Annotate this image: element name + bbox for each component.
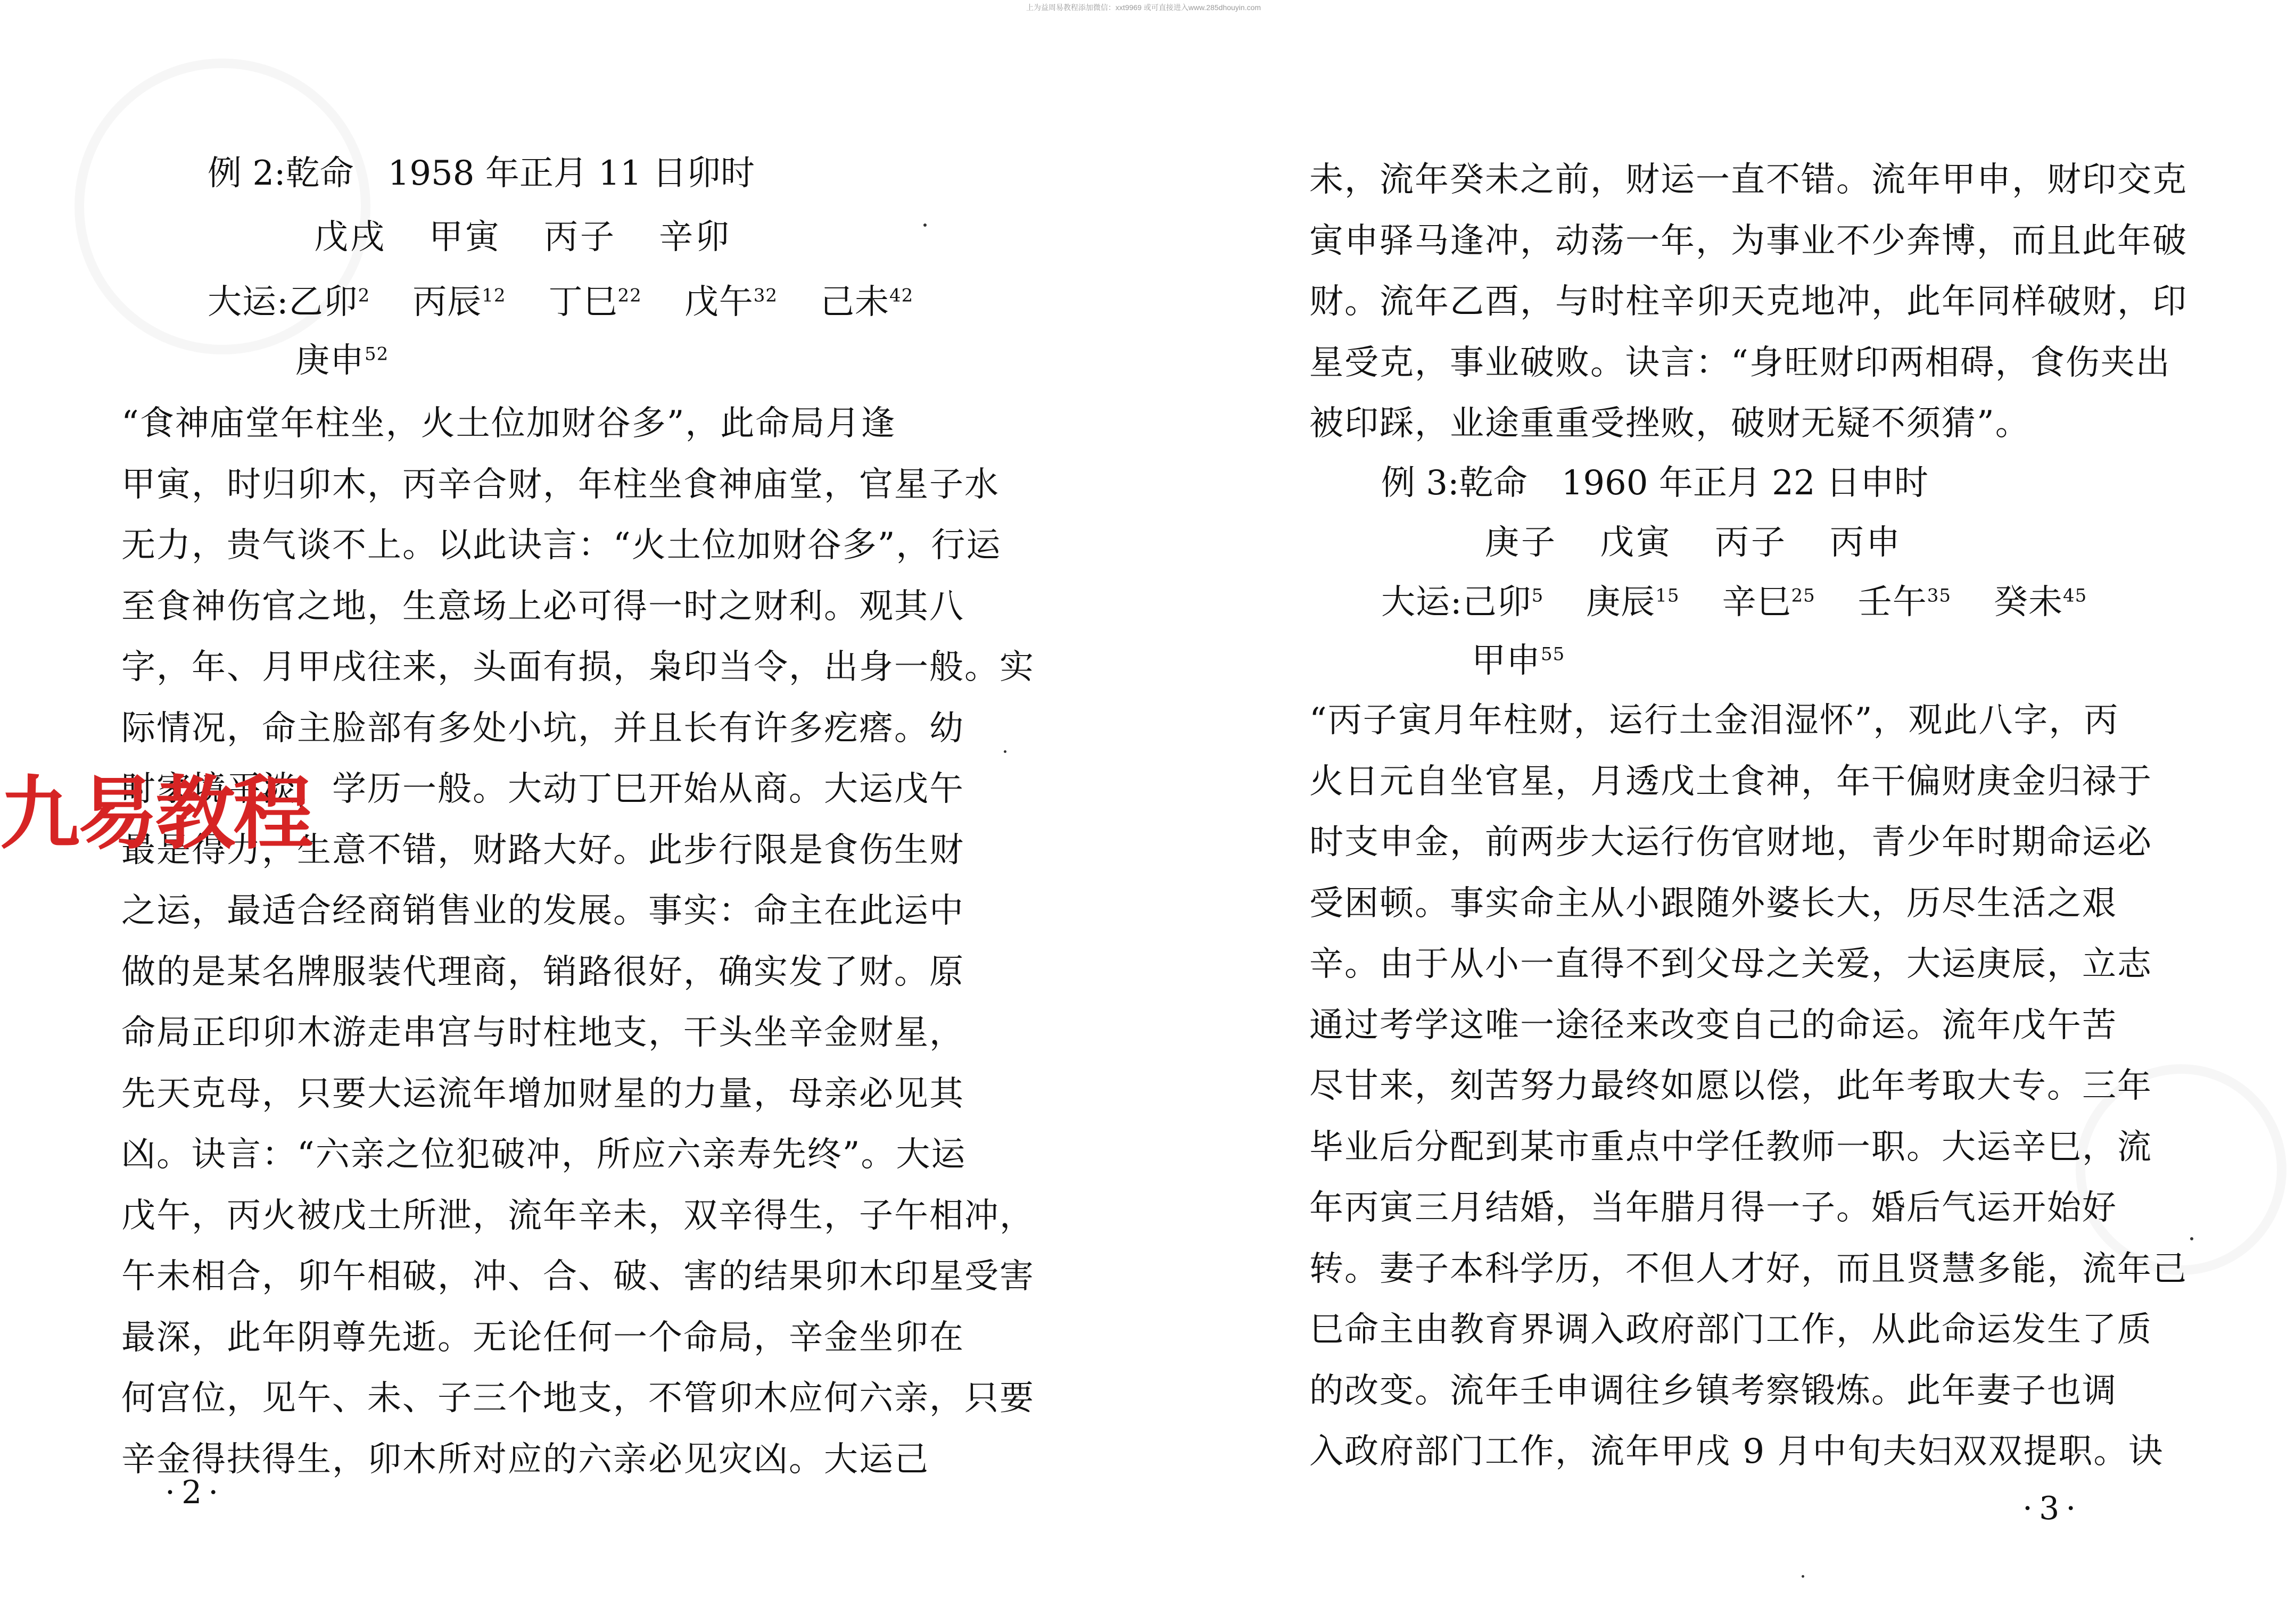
luck-cycle: 辛巳$^{25}$ [1722, 583, 1815, 622]
text-line: 何宫位，见午、未、子三个地支，不管卯木应何六亲，只要 [121, 1379, 1035, 1418]
luck-cycle: 丁巳$^{22}$ [548, 283, 642, 322]
luck-cycles-line2 [295, 335, 389, 386]
text-line: 之运，最适合经商销售业的发展。事实：命主在此运中 [121, 891, 964, 931]
pillar: 丙子 [1715, 523, 1787, 562]
text-line: 字，年、月甲戌往来，头面有损，枭印当令，出身一般。实 [121, 648, 1035, 687]
watermark-logo: 九易教程 [0, 768, 311, 860]
text-line: “丙子寅月年柱财，运行土金泪湿怀”，观此八字，丙 [1309, 701, 2119, 740]
text-line: 受困顿。事实命主从小跟随外婆长大，历尽生活之艰 [1309, 883, 2117, 923]
text-line: “食神庙堂年柱坐，火土位加财谷多”，此命局月逢 [121, 404, 896, 443]
luck-prefix: 大运: [208, 283, 289, 322]
text-line: 通过考学这唯一途径来改变自己的命运。流年戊午苦 [1309, 1005, 2117, 1045]
pillar: 丙子 [544, 218, 616, 257]
luck-prefix: 大运: [1381, 583, 1463, 622]
luck-cycle: 己未$^{42}$ [820, 283, 914, 322]
text-line: 时支申金，前两步大运行伤官财地，青少年时期命运必 [1309, 823, 2152, 862]
luck-cycle: 戊午$^{32}$ [684, 283, 778, 322]
text-line: 毕业后分配到某市重点中学任教师一职。大运辛巳，流 [1309, 1127, 2152, 1167]
text-line: 财。流年乙酉，与时柱辛卯天克地冲，此年同样破财，印 [1309, 282, 2187, 321]
text-line: 最是得力，生意不错，财路大好。此步行限是食伤生财 [121, 830, 964, 870]
pillar: 丙申 [1830, 523, 1902, 562]
luck-cycle: 己卯$^5$ [1462, 583, 1544, 622]
text-line: 转。妻子本科学历，不但人才好，而且贤慧多能，流年己 [1309, 1249, 2187, 1289]
text-line: 至食神伤官之地，生意场上必可得一时之财利。观其八 [121, 586, 964, 626]
text-line: 命局正印卯木游走串宫与时柱地支，干头坐辛金财星， [121, 1013, 964, 1053]
luck-cycle: 癸未$^{45}$ [1994, 583, 2087, 622]
pillar: 戊戌 [314, 218, 386, 257]
luck-cycle: 甲申$^{55}$ [1472, 641, 1565, 681]
page-number: ·3· [2022, 1490, 2083, 1527]
text-line: 先天克母，只要大运流年增加财星的力量，母亲必见其 [121, 1074, 964, 1114]
right-page [1144, 0, 2287, 1624]
text-line: 的改变。流年壬申调往乡镇考察锻炼。此年妻子也调 [1309, 1371, 2117, 1411]
text-line: 辛。由于从小一直得不到父母之关爱，大运庚辰，立志 [1309, 944, 2152, 984]
luck-cycle: 丙辰$^{12}$ [412, 283, 506, 322]
text-line: 凶。诀言：“六亲之位犯破冲，所应六亲寿先终”。大运 [121, 1135, 967, 1174]
text-line: 时家境平淡，学历一般。大动丁巳开始从商。大运戊午 [121, 769, 964, 809]
text-line: 未，流年癸未之前，财运一直不错。流年甲申，财印交克 [1309, 160, 2187, 200]
text-line: 火日元自坐官星，月透戊土食神，年干偏财庚金归禄于 [1309, 761, 2152, 801]
four-pillars [314, 212, 731, 263]
example-title: 例 2:乾命 1958 年正月 11 日卯时 [208, 154, 755, 193]
luck-cycle: 庚辰$^{15}$ [1586, 583, 1680, 622]
text-line: 星受克，事业破败。诀言：“身旺财印两相碍，食伤夹出 [1309, 343, 2171, 383]
pillar: 戊寅 [1600, 523, 1672, 562]
text-line: 际情况，命主脸部有多处小坑，并且长有许多疙瘩。幼 [121, 708, 964, 748]
text-line: 做的是某名牌服装代理商，销路很好，确实发了财。原 [121, 952, 964, 992]
text-line: 戊午，丙火被戊土所泄，流年辛未，双辛得生，子午相冲， [121, 1196, 1035, 1236]
text-line: 入政府部门工作，流年甲戌 9 月中旬夫妇双双提职。诀 [1309, 1432, 2164, 1471]
text-line: 尽甘来，刻苦努力最终如愿以偿，此年考取大专。三年 [1309, 1066, 2152, 1106]
luck-cycles [208, 277, 913, 328]
luck-cycle: 乙卯$^2$ [288, 283, 370, 322]
pillar: 甲寅 [429, 218, 501, 257]
text-line: 最深，此年阴尊先逝。无论任何一个命局，辛金坐卯在 [121, 1318, 964, 1357]
text-line: 无力，贵气谈不上。以此诀言：“火土位加财谷多”，行运 [121, 526, 1002, 565]
luck-cycle: 庚申$^{52}$ [295, 341, 389, 380]
pillar: 庚子 [1485, 523, 1557, 562]
luck-cycles-line2 [1472, 635, 1565, 686]
pillar: 辛卯 [659, 218, 731, 257]
page-number: ·2· [165, 1474, 225, 1511]
text-line: 甲寅，时归卯木，丙辛合财，年柱坐食神庙堂，官星子水 [121, 465, 1000, 504]
text-line: 被印踩，业途重重受挫败，破财无疑不须猜”。 [1309, 404, 2030, 443]
text-line: 年丙寅三月结婚，当年腊月得一子。婚后气运开始好 [1309, 1188, 2117, 1228]
luck-cycles [1381, 577, 2087, 628]
luck-cycle: 壬午$^{35}$ [1857, 583, 1951, 622]
text-line: 辛金得扶得生，卯木所对应的六亲必见灾凶。大运己 [121, 1439, 929, 1479]
example-title: 例 3:乾命 1960 年正月 22 日申时 [1381, 463, 1928, 503]
header-note: 上为益周易教程添加微信：xxt9969 或可直接进入www.285dhouyin.com [1026, 3, 1261, 12]
text-line: 午未相合，卯午相破，冲、合、破、害的结果卯木印星受害 [121, 1257, 1035, 1296]
text-line: 巳命主由教育界调入政府部门工作，从此命运发生了质 [1309, 1310, 2152, 1349]
text-line: 寅申驿马逢冲，动荡一年，为事业不少奔博，而且此年破 [1309, 221, 2187, 261]
four-pillars [1485, 517, 1902, 568]
